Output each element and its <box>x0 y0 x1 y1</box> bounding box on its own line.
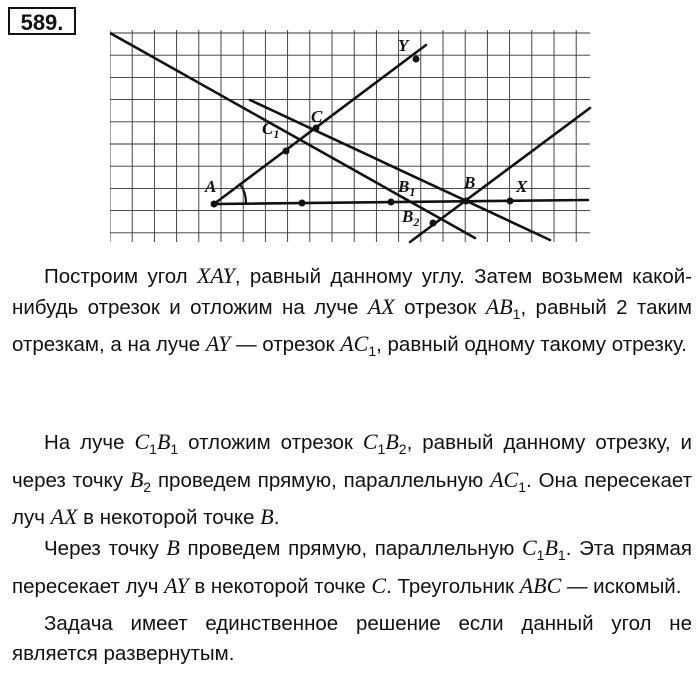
paragraph-3: Через точку B проведем прямую, параллельную $C_1B_1$. Эта прямая пересекает луч AY в некоторой точке C. Треугольник ABC — искомый. <box>12 535 692 598</box>
problem-number: 589. <box>8 7 76 35</box>
label-x: X <box>516 177 528 196</box>
geometry-figure <box>110 30 600 250</box>
line-b2b <box>410 108 590 242</box>
paragraph-4: Задача имеет единственное решение если данный угол не является развернутым. <box>12 612 692 665</box>
line-c1b2 <box>110 33 475 238</box>
label-c1: $C_1$ <box>262 119 280 141</box>
paragraph-2: На луче $C_1B_1$ отложим отрезок $C_1B_2$, равный данному отрезку, и через точку $B_2$ проведем прямую, параллельную $AC_1$. Она пересекает луч AX в некоторой точке B. <box>12 429 693 530</box>
label-a: A <box>205 177 217 196</box>
points <box>211 56 514 227</box>
grid <box>110 30 590 242</box>
label-b: B <box>464 173 476 192</box>
label-y: Y <box>398 36 409 55</box>
label-b2: $B_2$ <box>402 207 420 229</box>
label-c: C <box>311 107 323 126</box>
label-b1: $B_1$ <box>398 177 416 199</box>
paragraph-1: Построим угол XAY, равный данному углу. Затем возьмем какой-нибудь отрезок и отложим на луче AX отрезок $AB_1$, равный 2 таким отрезкам, а на луче AY — отрезок $AC_1$, равный одному такому отрезку. <box>12 263 693 360</box>
